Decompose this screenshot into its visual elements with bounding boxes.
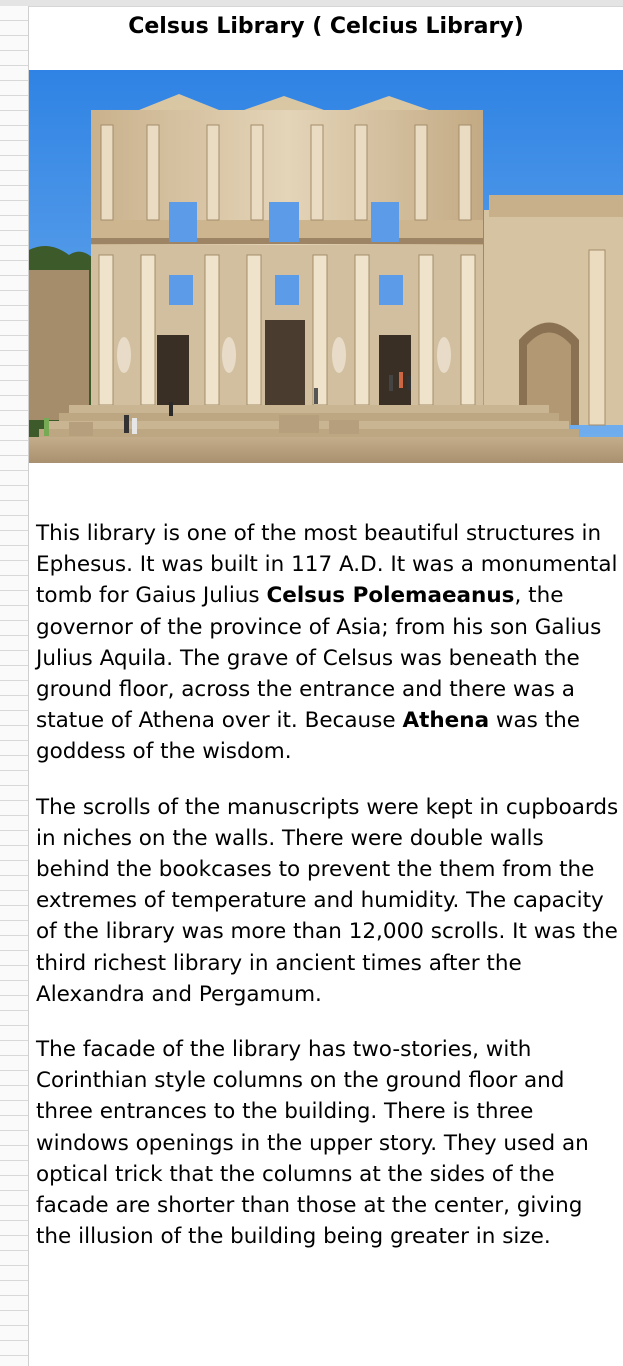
bold-athena: Athena [402, 708, 490, 734]
article-body [36, 518, 620, 1276]
left-gutter [0, 6, 29, 1366]
library-photo [29, 70, 623, 463]
paragraph-facade: The facade of the library has two-stories, with Corinthian style columns on the ground floor and three entrances to the building. There is three windows openings in the upper story. They used an optical trick that the columns at the sides of the facade are shorter than those at the center, giving the illusion of the building being greater in size. [36, 1037, 589, 1250]
top-rule [0, 0, 623, 7]
paragraph-history: This library is one of the most beautiful structures in Ephesus. It was built in 117 A.D. It was a monumental tomb for Gaius Julius Celsus Polemaeanus, the governor of the province of Asia; from his son Galius Julius Aquila. The grave of Celsus was beneath the ground floor, across the entrance and there was a statue of Athena over it. Because Athena was the goddess of the wisdom. [36, 521, 618, 765]
bold-celsus-polemaeanus: Celsus Polemaeanus [266, 583, 515, 609]
page-title: Celsus Library ( Celcius Library) [128, 14, 524, 39]
paragraph-scrolls: The scrolls of the manuscripts were kept in cupboards in niches on the walls. There were double walls behind the bookcases to prevent the them from the extremes of temperature and humidity. The capacity of the library was more than 12,000 scrolls. It was the third richest library in ancient times after the Alexandra and Pergamum. [36, 794, 619, 1007]
